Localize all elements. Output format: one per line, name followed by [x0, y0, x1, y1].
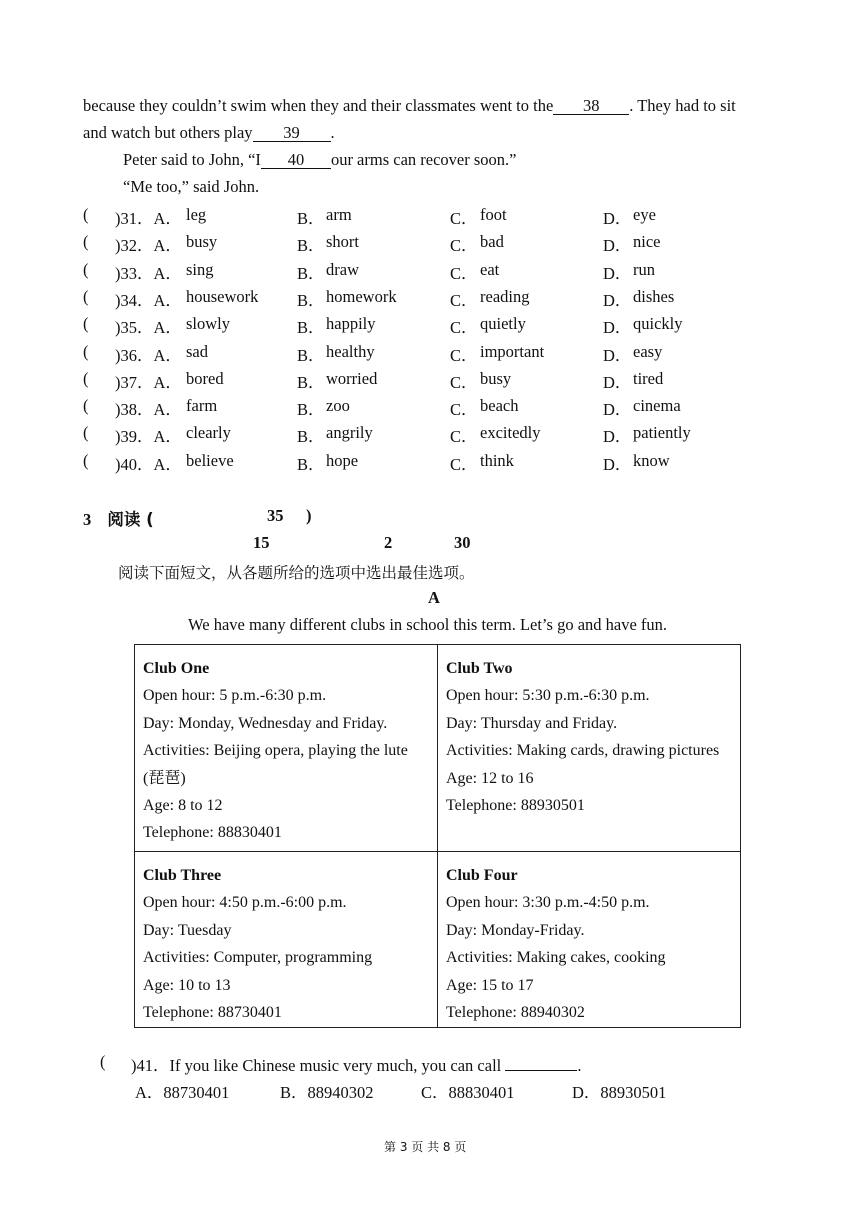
choice-paren: (: [83, 368, 89, 388]
option-b-label: B．: [297, 345, 325, 365]
option-c-text[interactable]: beach: [480, 396, 519, 416]
option-b-text[interactable]: zoo: [326, 396, 350, 416]
club-name: Club One: [143, 660, 210, 677]
club-telephone: Telephone: 88830401: [143, 824, 282, 842]
club-age: Age: 15 to 17: [446, 976, 534, 994]
club-day: Day: Thursday and Friday.: [446, 714, 618, 732]
option-b-label: B．: [297, 236, 325, 256]
option-c-text[interactable]: busy: [480, 368, 512, 388]
option-a-text[interactable]: sad: [186, 341, 208, 361]
q41-option-b[interactable]: B．88940302: [280, 1083, 374, 1102]
choice-paren: (: [83, 232, 89, 252]
club-telephone: Telephone: 88930501: [446, 797, 585, 815]
option-c-label: C．: [450, 372, 478, 392]
option-c-label: C．: [450, 318, 478, 338]
q41-end: .: [577, 1056, 582, 1075]
option-d-label: D．: [603, 263, 632, 283]
option-a-text[interactable]: clearly: [186, 423, 231, 443]
choice-row: [83, 342, 783, 364]
option-b-label: B．: [297, 209, 325, 228]
clubs-table: [134, 644, 741, 1028]
q41-option-a[interactable]: A．88730401: [135, 1083, 230, 1102]
choice-row: [83, 369, 783, 391]
q41-option-d[interactable]: D．88930501: [572, 1083, 667, 1102]
option-d-label: D．: [603, 454, 632, 474]
q41-blank[interactable]: [505, 1070, 577, 1071]
club-age: Age: 10 to 13: [143, 976, 231, 994]
option-b-label: B．: [297, 372, 325, 392]
passage-text: Peter said to John, “I: [123, 150, 261, 169]
option-b-label: B．: [297, 400, 325, 420]
blank-40: 40: [261, 151, 331, 169]
option-a-text[interactable]: farm: [186, 396, 218, 416]
option-b-text[interactable]: worried: [326, 368, 378, 388]
q41-option-c[interactable]: C．88830401: [421, 1083, 515, 1102]
q41-stem: [131, 1052, 582, 1076]
option-b-text[interactable]: homework: [326, 286, 397, 306]
choice-number: )31．A．: [115, 209, 182, 228]
q41-paren: (: [100, 1052, 106, 1071]
passage-line-2: [83, 123, 335, 143]
option-d-label: D．: [603, 345, 632, 365]
club-age: Age: 8 to 12: [143, 797, 223, 815]
club-hour: Open hour: 4:50 p.m.-6:00 p.m.: [143, 894, 347, 912]
option-d-label: D．: [603, 209, 632, 228]
option-c-text[interactable]: bad: [480, 232, 504, 252]
option-c-label: C．: [450, 427, 478, 447]
option-d-text[interactable]: nice: [633, 232, 661, 252]
option-d-text[interactable]: cinema: [633, 396, 681, 416]
option-d-label: D．: [603, 236, 632, 256]
club-cell: [135, 645, 438, 852]
club-activities: Activities: Computer, programming: [143, 949, 373, 967]
section-title: 阅读 (: [107, 510, 154, 529]
club-cell: [438, 645, 741, 852]
option-b-label: B．: [297, 263, 325, 283]
choice-row: [83, 423, 783, 445]
choice-number: )32．A．: [115, 236, 182, 256]
choice-number: )35．A．: [115, 318, 182, 338]
option-d-text[interactable]: easy: [633, 341, 663, 361]
option-a-text[interactable]: believe: [186, 450, 234, 470]
option-c-text[interactable]: foot: [480, 205, 507, 224]
option-d-text[interactable]: patiently: [633, 423, 691, 443]
choice-number: )33．A．: [115, 263, 182, 283]
blank-39: 39: [253, 124, 331, 142]
club-day: Day: Monday-Friday.: [446, 921, 585, 939]
option-c-text[interactable]: excitedly: [480, 423, 541, 443]
section-number: 3: [83, 510, 92, 529]
club-name: Club Three: [143, 867, 222, 884]
option-d-label: D．: [603, 400, 632, 420]
club-telephone: Telephone: 88940302: [446, 1004, 585, 1022]
option-d-text[interactable]: run: [633, 259, 655, 279]
option-b-text[interactable]: short: [326, 232, 359, 252]
option-c-text[interactable]: think: [480, 450, 514, 470]
choice-number: )36．A．: [115, 345, 182, 365]
choice-paren: (: [83, 286, 89, 306]
club-age: Age: 12 to 16: [446, 769, 534, 787]
choice-number: )34．A．: [115, 290, 182, 310]
choice-paren: (: [83, 205, 89, 224]
option-b-text[interactable]: healthy: [326, 341, 375, 361]
section-close: ): [306, 506, 312, 525]
option-d-text[interactable]: know: [633, 450, 670, 470]
club-hour: Open hour: 3:30 p.m.-4:50 p.m.: [446, 894, 650, 912]
passage-intro: We have many different clubs in school this term. Let’s go and have fun.: [188, 615, 668, 634]
passage-line-1: [83, 96, 736, 116]
choice-row: [83, 314, 783, 336]
option-d-label: D．: [603, 318, 632, 338]
club-telephone: Telephone: 88730401: [143, 1004, 282, 1022]
choice-row: [83, 205, 783, 227]
section-instruction: 阅读下面短文，从各题所给的选项中选出最佳选项。: [118, 564, 475, 582]
option-c-label: C．: [450, 345, 478, 365]
option-b-text[interactable]: draw: [326, 259, 359, 279]
choice-paren: (: [83, 314, 89, 334]
option-b-text[interactable]: angrily: [326, 423, 373, 443]
club-cell: [438, 852, 741, 1028]
choice-number: )39．A．: [115, 427, 182, 447]
option-a-text[interactable]: sing: [186, 259, 214, 279]
choice-paren: (: [83, 396, 89, 416]
option-c-text[interactable]: reading: [480, 286, 530, 306]
choice-row: [83, 232, 783, 254]
option-a-text[interactable]: bored: [186, 368, 224, 388]
choice-row: [83, 287, 783, 309]
section-points: 35: [267, 506, 284, 525]
choice-number: )38．A．: [115, 400, 182, 420]
choice-number: )40．A．: [115, 454, 182, 474]
option-b-label: B．: [297, 454, 325, 474]
passage-label: A: [428, 588, 440, 607]
option-d-text[interactable]: tired: [633, 368, 664, 388]
choice-paren: (: [83, 450, 89, 470]
club-activities: Activities: Making cakes, cooking: [446, 949, 666, 967]
club-activities: Activities: Making cards, drawing pictures: [446, 742, 720, 760]
option-b-label: B．: [297, 318, 325, 338]
option-a-text[interactable]: busy: [186, 232, 218, 252]
option-d-label: D．: [603, 427, 632, 447]
option-c-label: C．: [450, 290, 478, 310]
page-footer: 第 3 页 共 8 页: [384, 1140, 467, 1154]
option-d-text[interactable]: dishes: [633, 286, 675, 306]
option-c-text[interactable]: eat: [480, 259, 500, 279]
passage-line-4: “Me too,” said John.: [123, 177, 260, 196]
passage-line-3: [123, 150, 516, 170]
option-c-label: C．: [450, 209, 478, 228]
option-c-label: C．: [450, 236, 478, 256]
passage-text: .: [330, 123, 335, 142]
option-c-text[interactable]: important: [480, 341, 545, 361]
option-b-text[interactable]: happily: [326, 314, 376, 334]
option-a-text[interactable]: slowly: [186, 314, 231, 334]
section-heading: [83, 506, 154, 530]
option-c-label: C．: [450, 400, 478, 420]
option-a-text[interactable]: housework: [186, 286, 259, 306]
choice-paren: (: [83, 423, 89, 443]
q41-stem-text: )41．If you like Chinese music very much, you can call: [131, 1056, 502, 1075]
club-day: Day: Tuesday: [143, 921, 232, 939]
option-c-text[interactable]: quietly: [480, 314, 526, 334]
option-c-label: C．: [450, 454, 478, 474]
choice-paren: (: [83, 259, 89, 279]
option-b-text[interactable]: hope: [326, 450, 359, 470]
club-hour: Open hour: 5:30 p.m.-6:30 p.m.: [446, 687, 650, 705]
club-name: Club Two: [446, 660, 513, 677]
option-b-label: B．: [297, 427, 325, 447]
option-d-label: D．: [603, 372, 632, 392]
option-c-label: C．: [450, 263, 478, 283]
option-d-text[interactable]: quickly: [633, 314, 683, 334]
club-name: Club Four: [446, 867, 518, 884]
option-b-label: B．: [297, 290, 325, 310]
club-day: Day: Monday, Wednesday and Friday.: [143, 714, 388, 732]
passage-text: because they couldn’t swim when they and their classmates went to the: [83, 96, 554, 115]
passage-text: and watch but others play: [83, 123, 253, 142]
option-d-text[interactable]: eye: [633, 205, 656, 224]
choice-number: )37．A．: [115, 372, 182, 392]
section-sub-c: 30: [454, 533, 471, 552]
choice-row: [83, 396, 783, 418]
passage-text: . They had to sit: [629, 96, 736, 115]
choice-paren: (: [83, 341, 89, 361]
section-sub-b: 2: [384, 533, 393, 552]
club-activities: Activities: Beijing opera, playing the lute (琵琶): [143, 742, 408, 787]
passage-text: our arms can recover soon.”: [330, 150, 517, 169]
choice-row: [83, 451, 783, 473]
option-b-text[interactable]: arm: [326, 205, 352, 224]
choice-row: [83, 260, 783, 282]
club-cell: [135, 852, 438, 1028]
club-hour: Open hour: 5 p.m.-6:30 p.m.: [143, 687, 327, 705]
option-a-text[interactable]: leg: [186, 205, 207, 224]
section-sub-a: 15: [253, 533, 270, 552]
blank-38: 38: [553, 97, 629, 115]
option-d-label: D．: [603, 290, 632, 310]
